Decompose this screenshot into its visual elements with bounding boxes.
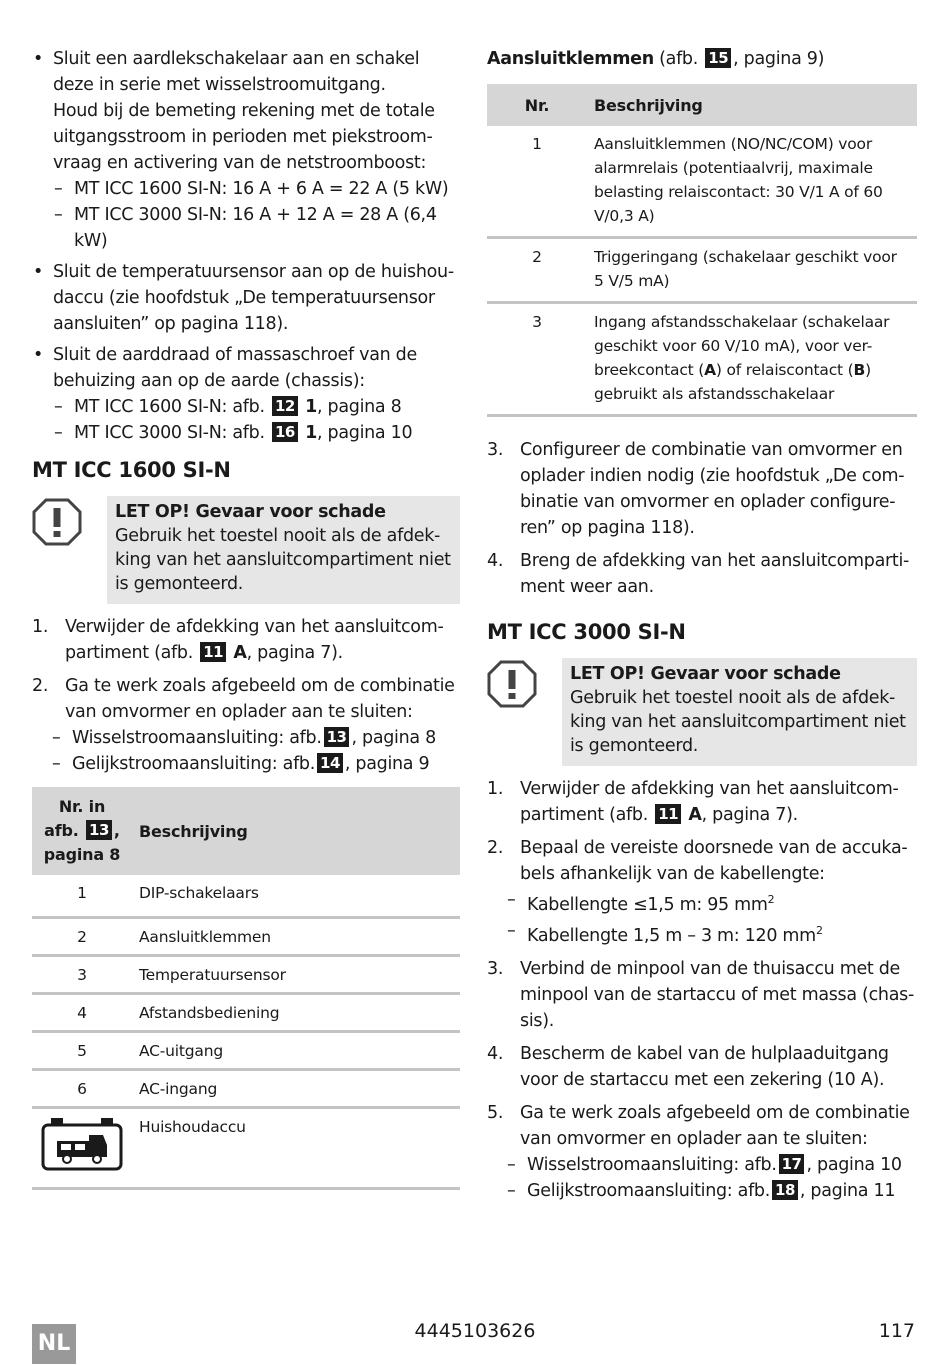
language-tab: NL	[32, 1324, 76, 1364]
figure-badge: 17	[779, 1154, 805, 1174]
step-4: 4. Breng de afdekking van het aansluitcomparti-ment weer aan.	[487, 551, 910, 597]
step-5: 5. Ga te werk zoals afgebeeld om de combinatie van omvormer en oplader aan te sluiten: – Wisselstroomaansluiting: afb. 17 , pagina 10 – Gelijkstroomaansluiting: afb. 18 , pagina 11	[487, 1100, 917, 1204]
table-row: 4 Afstandsbediening	[32, 994, 460, 1032]
dash-item: – MT ICC 1600 SI-N: afb. 12 1, pagina 8	[34, 394, 460, 420]
step-2: 2. Ga te werk zoals afgebeeld om de combinatie van omvormer en oplader aan te sluiten: – Wisselstroomaansluiting: afb. 13 , pagina 8 – Gelijkstroomaansluiting: afb. 14 , pagina 9	[32, 673, 460, 777]
bullet-temp-sensor: • Sluit de temperatuursensor aan op de huishou-daccu (zie hoofdstuk „De temperatuursensor aansluiten” op pagina 118).	[32, 259, 460, 337]
figure-badge: 13	[324, 727, 350, 747]
figure-badge: 11	[200, 642, 226, 662]
battery-vehicle-icon	[41, 1115, 123, 1171]
step-2: 2. Bepaal de vereiste doorsnede van de accuka-bels afhankelijk van de kabellengte: – Kabellengte ≤1,5 m: 95 $mm^2$ – Kabellengte 1,5 m – 3 m: 120 $mm^2$	[487, 835, 917, 949]
table-row: 5 AC-uitgang	[32, 1032, 460, 1070]
step-3b: 3. Verbind de minpool van de thuisaccu met de minpool van de startaccu of met massa (chas-sis).	[487, 959, 914, 1031]
table-row: 2 Triggeringang (schakelaar geschikt voor 5 V/5 mA)	[487, 238, 917, 303]
step-3: 3. Configureer de combinatie van omvormer en oplader indien nodig (zie hoofdstuk „De com-binatie van omvormer en oplader configure-ren” op pagina 118).	[487, 440, 905, 538]
step-1: 1. Verwijder de afdekking van het aansluitcom-partiment (afb. 11 A, pagina 7).	[32, 617, 444, 663]
table-row: 2 Aansluitklemmen	[32, 918, 460, 956]
bullet-rcd: • Sluit een aardlekschakelaar aan en schakel deze in serie met wisselstroomuitgang. Houd bij de bemeting rekening met de totale uitgangsstroom in perioden met piekstroom-vraag en activering van de netstroomboost: – MT ICC 1600 SI-N: 16 A + 6 A = 22 A (5 kW) – MT ICC 3000 SI-N: 16 A + 12 A = 28 A (6,4 kW)	[32, 46, 460, 254]
warning-content	[562, 658, 917, 766]
figure-badge: 16	[272, 422, 298, 442]
figure-badge: 15	[705, 48, 731, 68]
section-heading-3000: MT ICC 3000 SI-N	[487, 620, 686, 644]
document-code: 4445103626	[414, 1320, 536, 1342]
step-4b: 4. Bescherm de kabel van de hulplaaduitgang voor de startaccu met een zekering (10 A).	[487, 1044, 889, 1090]
table-row: 3 Temperatuursensor	[32, 956, 460, 994]
page-number: 117	[878, 1320, 915, 1342]
dash-item: – Wisselstroomaansluiting: afb. 13 , pagina 8	[32, 725, 460, 751]
table-row: Huishoudaccu	[32, 1108, 460, 1189]
section-heading-1600: MT ICC 1600 SI-N	[32, 458, 231, 482]
figure-badge: 13	[86, 820, 112, 840]
table-row: 1 DIP-schakelaars	[32, 875, 460, 918]
bullet-ground: • Sluit de aarddraad of massaschroef van de behuizing aan op de aarde (chassis): – MT ICC 1600 SI-N: afb. 12 1, pagina 8 – MT ICC 3000 SI-N: afb. 16 1, pagina 10	[32, 342, 460, 446]
figure-badge: 11	[655, 804, 681, 824]
dash-item: – Kabellengte 1,5 m – 3 m: 120 $mm^2$	[487, 918, 917, 949]
dash-item: – MT ICC 3000 SI-N: afb. 16 1, pagina 10	[34, 420, 460, 446]
terminals-table	[487, 84, 917, 417]
warning-text: Gebruik het toestel nooit als de afdek-king van het aansluitcompartiment niet is gemonteerd.	[570, 688, 906, 756]
table-row: 1 Aansluitklemmen (NO/NC/COM) voor alarmrelais (potentiaalvrij, maximale belasting relaiscontact: 30 V/1 A of 60 V/0,3 A)	[487, 126, 917, 238]
figure-badge: 14	[317, 753, 343, 773]
warning-text: Gebruik het toestel nooit als de afdek-king van het aansluitcompartiment niet is gemonteerd.	[115, 526, 451, 594]
dash-item: – MT ICC 3000 SI-N: 16 A + 12 A = 28 A (6,4 kW)	[34, 202, 460, 254]
step-1: 1. Verwijder de afdekking van het aansluitcom-partiment (afb. 11 A, pagina 7).	[487, 779, 899, 825]
components-table	[32, 787, 460, 1190]
table-header: Nr. Beschrijving	[487, 84, 917, 126]
warning-box	[32, 496, 460, 604]
warning-box	[487, 658, 917, 766]
dash-item: – Gelijkstroomaansluiting: afb. 18 , pagina 11	[487, 1178, 917, 1204]
figure-badge: 18	[772, 1180, 798, 1200]
dash-item: – Wisselstroomaansluiting: afb. 17 , pagina 10	[487, 1152, 917, 1178]
table-row: 3 Ingang afstandsschakelaar (schakelaar geschikt voor 60 V/10 mA), voor ver-breekcontact (A) of relaiscontact (B) gebruikt als afstandsschakelaar	[487, 303, 917, 416]
table-row: 6 AC-ingang	[32, 1070, 460, 1108]
dash-item: – Gelijkstroomaansluiting: afb. 14 , pagina 9	[32, 751, 460, 777]
terminals-heading: Aansluitklemmen (afb. 15 , pagina 9)	[487, 49, 825, 69]
warning-content	[107, 496, 460, 604]
right-column	[487, 46, 917, 1211]
warning-title: LET OP! Gevaar voor schade	[115, 502, 386, 522]
left-column	[32, 46, 460, 1190]
dash-item: – MT ICC 1600 SI-N: 16 A + 6 A = 22 A (5 kW)	[34, 176, 460, 202]
table-header: Nr. in afb. 13 , pagina 8 Beschrijving	[32, 787, 460, 875]
figure-badge: 12	[272, 396, 298, 416]
warning-icon	[487, 660, 537, 708]
warning-icon	[32, 498, 82, 546]
dash-item: – Kabellengte ≤1,5 m: 95 $mm^2$	[487, 887, 917, 918]
warning-title: LET OP! Gevaar voor schade	[570, 664, 841, 684]
